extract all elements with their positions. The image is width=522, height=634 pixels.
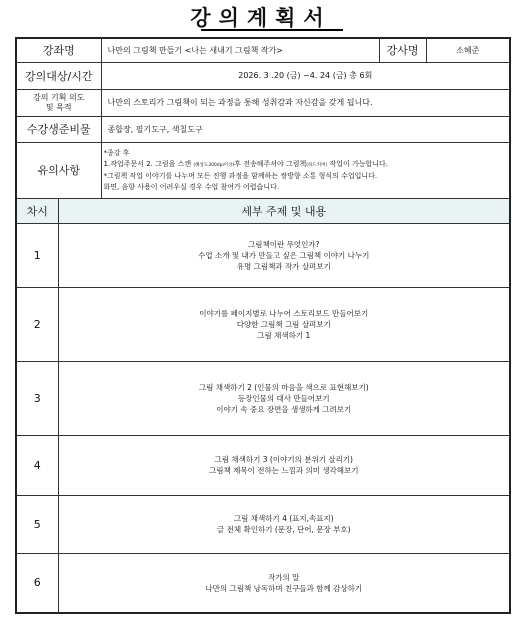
title-underline [201,29,343,31]
session-content [58,435,510,495]
purpose-row [16,89,510,116]
course-name: 나만의 그림책 만들기 <나는 새내기 그림책 작가> [101,38,379,62]
session-number: 3 [16,361,58,435]
notice-hardcover-note: (하드커버) [306,162,328,168]
purpose-value: 나만의 스토리가 그림책이 되는 과정을 통해 성취감과 자신감을 갖게 됩니다. [101,89,510,116]
notice-line: 1.작업주문서 2. 그림을 스캔 (해상도300dpi이상)후 전송해주셔야 그림책(하드커버) 작업이 가능합니다. [103,159,388,168]
session-line: 그림 채색하기 4 (표지,속표지) [233,514,334,523]
session-line: 글 전체 확인하기 (문장, 단어, 문장 부호) [216,525,351,534]
purpose-label-line-2: 및 목적 [45,102,72,112]
instructor-name: 소혜준 [426,38,510,62]
session-number: 5 [16,495,58,553]
session-line: 이야기를 페이지별로 나누어 스토리보드 만들어보기 [199,308,369,318]
document-title: 강의계획서 [190,5,332,30]
session-row [16,553,510,613]
notice-line: *종강 후 [103,148,130,157]
session-row [16,495,510,553]
materials-label: 수강생준비물 [16,116,101,142]
target-label: 강의대상/시간 [16,62,101,89]
course-row [16,38,510,62]
session-line: 작가의 말 [268,572,300,582]
session-number: 2 [16,287,58,361]
target-row [16,62,510,89]
materials-row [16,116,510,142]
session-line: 그림책이란 무엇인가? [247,239,320,249]
content-header: 세부 주제 및 내용 [58,198,510,223]
session-row [16,287,510,361]
session-line: 이야기 속 중요 장면을 생생하게 그려보기 [216,404,352,414]
session-line: 그림 채색하기 1 [257,330,311,340]
session-number: 1 [16,223,58,287]
notice-resolution-note: (해상도300dpi이상) [193,162,235,168]
session-content [58,361,510,435]
session-line: 등장인물의 대사 만들어보기 [237,393,330,403]
notice-line: *그림책 작업 이야기를 나누며 모든 진행 과정을 함께하는 쌍방향 소통 형식의 수업입니다. [103,171,378,180]
session-number: 4 [16,435,58,495]
notice-content [101,142,510,198]
notice-label: 유의사항 [16,142,101,198]
notice-line: 화면, 음향 사용이 어려우실 경우 수업 참여가 어렵습니다. [103,182,280,191]
session-line: 그림 채색하기 2 (인물의 마음을 색으로 표현해보기) [198,382,369,392]
session-content [58,223,510,287]
materials-value: 종합장, 필기도구, 색칠도구 [101,116,510,142]
notice-row [16,142,510,198]
purpose-label [16,89,101,116]
session-content [58,553,510,613]
session-header: 차시 [16,198,58,223]
session-line: 다양한 그림책 그림 살펴보기 [236,319,331,329]
session-row [16,223,510,287]
course-label: 강좌명 [16,38,101,62]
lecture-plan-table [15,37,511,614]
session-content [58,287,510,361]
session-line: 그림책 제목이 전하는 느낌과 의미 생각해보기 [208,466,359,475]
schedule-header-row [16,198,510,223]
session-content [58,495,510,553]
session-line: 유명 그림책과 작가 살펴보기 [236,261,331,271]
session-row [16,361,510,435]
purpose-label-line-1: 강의 기획 의도 [33,92,85,102]
target-value: 2026. 3 .20 (금) ~4. 24 (금) 총 6회 [101,62,510,89]
session-line: 나만의 그림책 낭독하며 친구들과 함께 감상하기 [205,583,363,593]
session-number: 6 [16,553,58,613]
instructor-label: 강사명 [379,38,426,62]
session-row [16,435,510,495]
session-line: 수업 소개 및 내가 만들고 싶은 그림책 이야기 나누기 [198,250,370,260]
session-line: 그림 채색하기 3 (이야기의 분위기 살리기) [214,455,353,464]
